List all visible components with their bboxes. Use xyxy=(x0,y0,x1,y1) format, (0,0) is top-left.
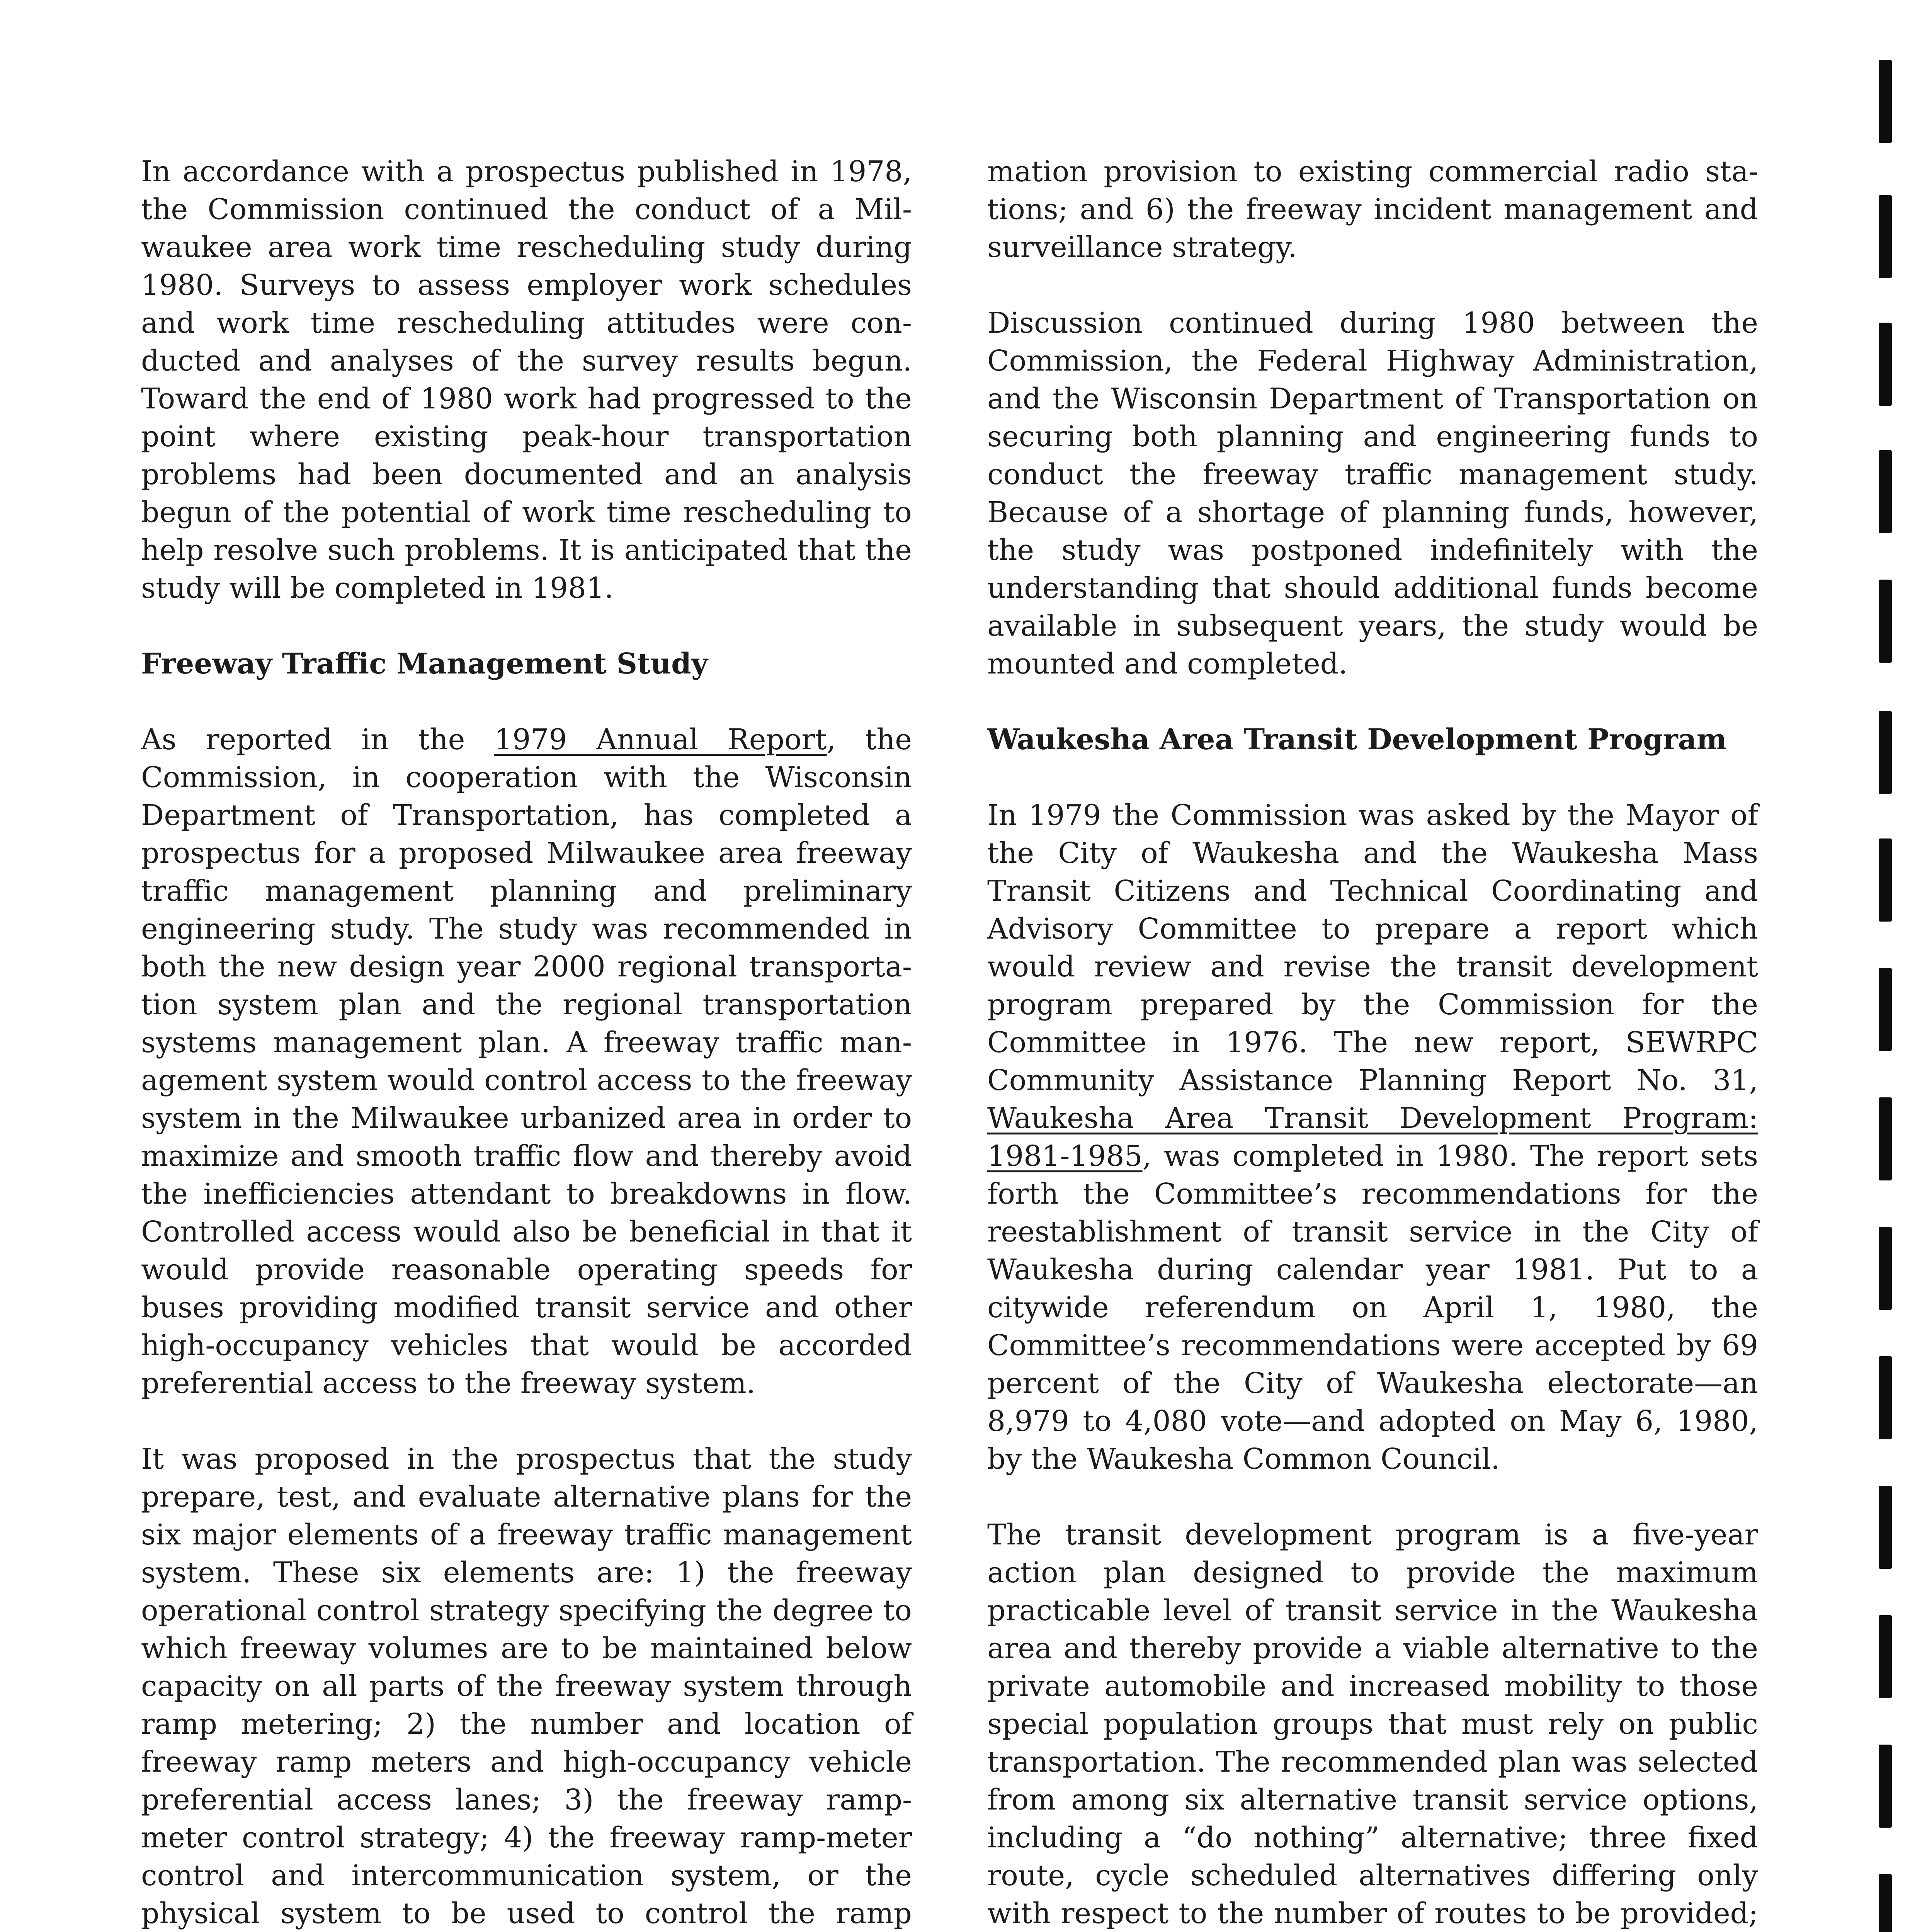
binding-tab xyxy=(1879,1745,1892,1828)
paragraph-text: As reported in the xyxy=(141,723,495,756)
binding-tab xyxy=(1879,838,1892,922)
heading-waukesha-transit: Waukesha Area Transit Development Program xyxy=(987,723,1727,756)
paragraph-freeway-prospectus xyxy=(141,721,912,1402)
paragraph-text: , the Commission, in cooperation with the Wisconsin Department of Transportation, has completed a prospectus for a proposed Milwaukee area freeway traffic management planning and preliminary engineering study. The study was recommended in both the new design year 2000 regional transportation system plan and the regional transportation systems management plan. A freeway traffic management system would control access to the freeway system in the Milwaukee urbanized area in order to maximize and smooth traffic flow and thereby avoid the inefficiencies attendant to breakdowns in flow. Controlled access would also be beneficial in that it would provide reasonable operating speeds for buses providing modified transit service and other high-occupancy vehicles that would be accorded preferential access to the freeway system. xyxy=(141,723,912,1400)
annual-report-title: 1979 Annual Report xyxy=(494,723,827,756)
binding-marks xyxy=(1879,0,1894,1932)
binding-tab xyxy=(1879,323,1892,406)
report-title: Waukesha Area Transit Development Program: 1981-1985 xyxy=(987,1102,1758,1173)
paragraph-work-time-rescheduling: In accordance with a prospectus published in 1978, the Commission continued the conduct of a Milwaukee area work time rescheduling study during 1980. Surveys to assess employer work schedules and work time rescheduling attitudes were conducted and analyses of the survey results begun. Toward the end of 1980 work had progressed to the point where existing peak-hour transportation problems had been documented and an analysis begun of the potential of work time rescheduling to help resolve such problems. It is anticipated that the study will be completed in 1981. xyxy=(141,155,912,605)
binding-tab xyxy=(1879,450,1892,533)
binding-tab xyxy=(1879,60,1892,143)
binding-tab xyxy=(1879,580,1892,663)
right-column xyxy=(987,153,1758,1932)
binding-tab xyxy=(1879,1874,1892,1932)
binding-tab xyxy=(1879,711,1892,794)
paragraph-waukesha-report xyxy=(987,796,1758,1478)
paragraph-transit-program: The transit development program is a five-year action plan designed to provide the maximum practicable level of transit service in the Waukesha area and thereby provide a viable alternative to the private automobile and increased mobility to those special population groups that must rely on public transportation. The recommended plan was selected from among six alternative transit service options, including a “do nothing” alternative; three fixed route, cycle scheduled alternatives differing only with respect to the number of routes to be provided; xyxy=(987,1518,1758,1930)
paragraph-six-elements: It was proposed in the prospectus that the study prepare, test, and evaluate alternative plans for the six major elements of a freeway traffic management system. These six elements are: 1) the freeway operational control strategy specifying the degree to which freeway volumes are to be maintained below capacity on all parts of the freeway system through ramp metering; 2) the number and location of freeway ramp meters and high-occupancy vehicle preferential access lanes; 3) the freeway ramp-meter control strategy; 4) the freeway ramp-meter control and intercommunication system, or the physical system to be used to control the ramp xyxy=(141,1442,912,1930)
paragraph-text: , was completed in 1980. The report sets forth the Committee’s recommendations for the reestablishment of transit service in the City of Waukesha during calendar year 1981. Put to a citywide referendum on April 1, 1980, the Committee’s recommendations were accepted by 69 percent of the City of Waukesha electorate—an 8,979 to 4,080 vote—and adopted on May 6, 1980, by the Waukesha Common Council. xyxy=(987,1139,1758,1476)
binding-tab xyxy=(1879,1227,1892,1310)
binding-tab xyxy=(1879,968,1892,1051)
paragraph-elements-continued: mation provision to existing commercial radio stations; and 6) the freeway incident management and surveillance strategy. xyxy=(987,155,1758,264)
binding-tab xyxy=(1879,1356,1892,1439)
binding-tab xyxy=(1879,1486,1892,1569)
left-column xyxy=(141,153,912,1932)
binding-tab xyxy=(1879,1615,1892,1698)
paragraph-text: In 1979 the Commission was asked by the Mayor of the City of Waukesha and the Waukesha Mass Transit Citizens and Technical Coordinating and Advisory Committee to prepare a report which would review and revise the transit development program prepared by the Commission for the Committee in 1976. The new report, SEWRPC Community Assistance Planning Report No. 31, xyxy=(987,799,1758,1097)
paragraph-study-postponed: Discussion continued during 1980 between the Commission, the Federal Highway Administration, and the Wisconsin Department of Transportation on securing both planning and engineering funds to conduct the freeway traffic management study. Because of a shortage of planning funds, however, the study was postponed indefinitely with the understanding that should additional funds become available in subsequent years, the study would be mounted and completed. xyxy=(987,306,1758,680)
heading-freeway-traffic-management: Freeway Traffic Management Study xyxy=(141,647,708,680)
binding-tab xyxy=(1879,195,1892,278)
binding-tab xyxy=(1879,1097,1892,1180)
